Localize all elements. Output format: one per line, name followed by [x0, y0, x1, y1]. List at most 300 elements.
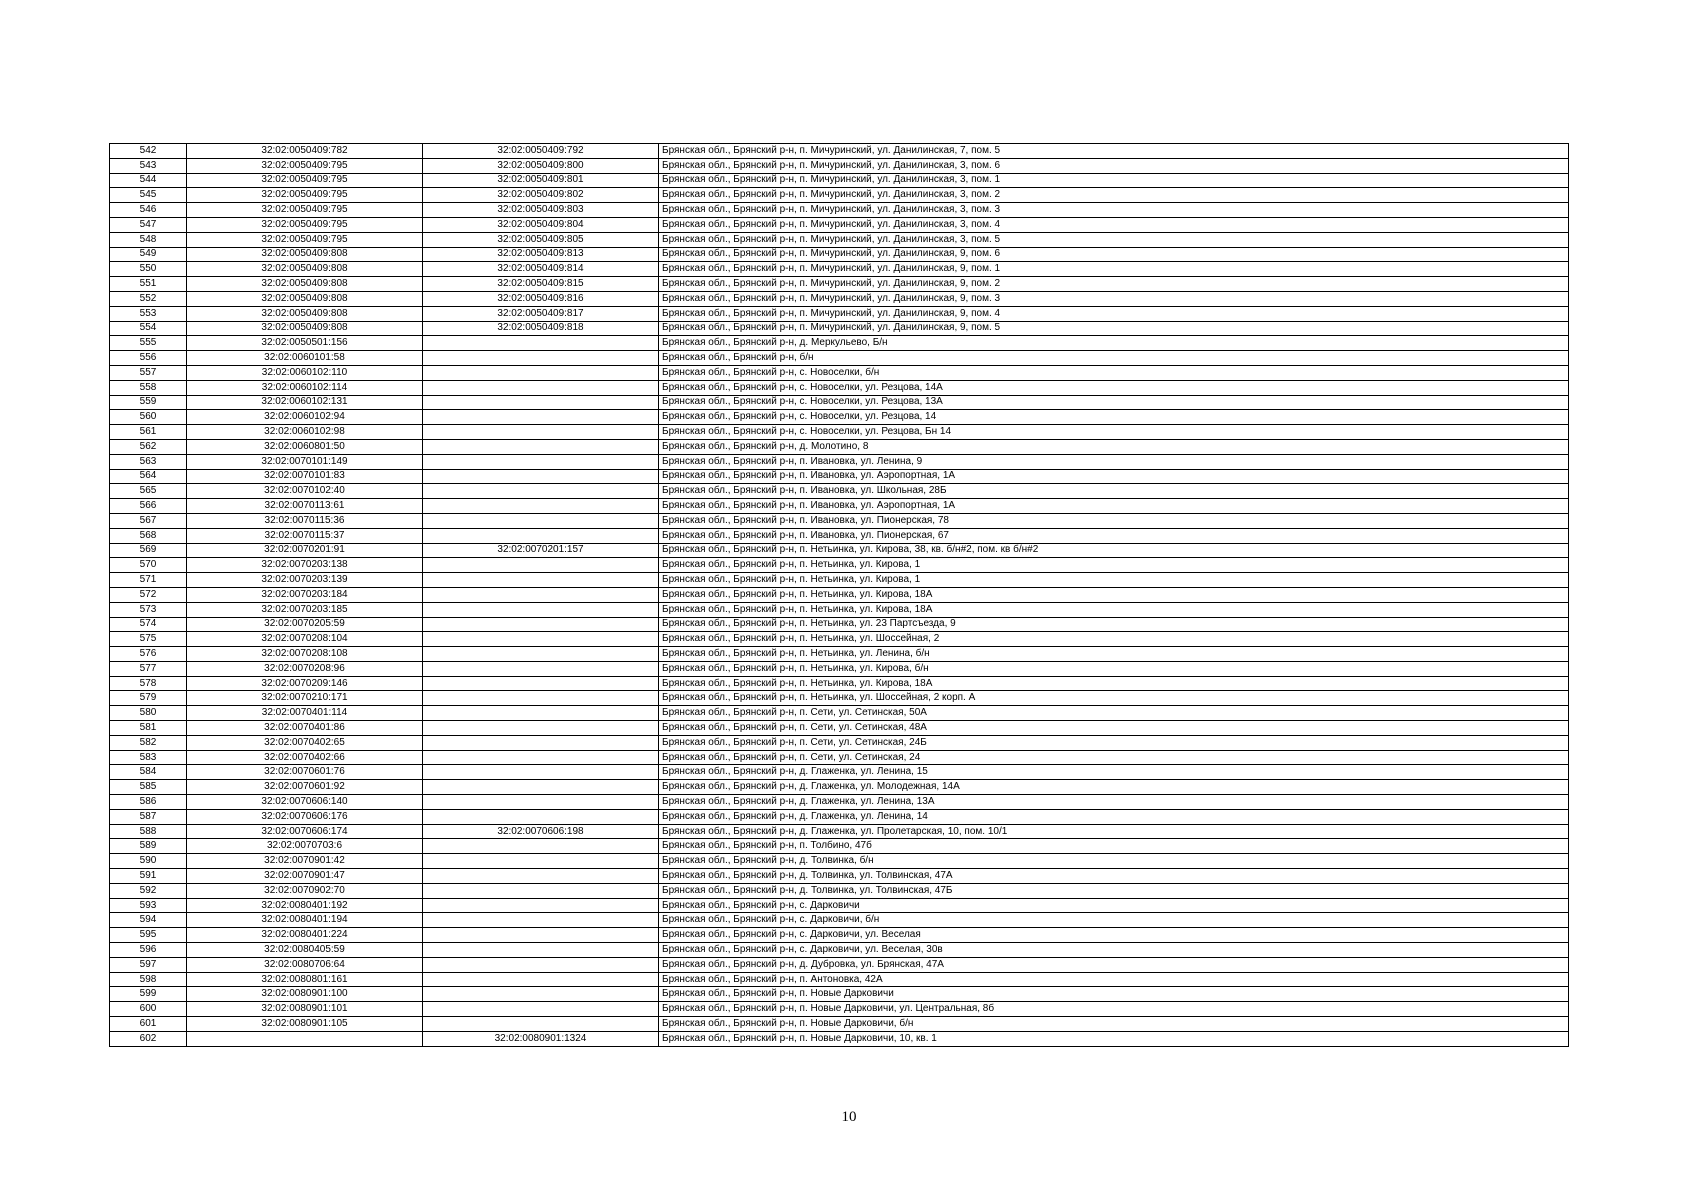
object-number-cell: [423, 854, 659, 869]
table-row: [110, 188, 1569, 203]
parcel-number-cell: 32:02:0070205:59: [187, 617, 423, 632]
table-row: [110, 499, 1569, 514]
parcel-number-cell: 32:02:0060101:58: [187, 351, 423, 366]
row-number-cell: 563: [110, 454, 187, 469]
object-number-cell: [423, 928, 659, 943]
table-row: [110, 380, 1569, 395]
object-number-cell: 32:02:0070201:157: [423, 543, 659, 558]
table-row: [110, 780, 1569, 795]
parcel-number-cell: 32:02:0050409:795: [187, 158, 423, 173]
row-number-cell: 554: [110, 321, 187, 336]
table-row: [110, 765, 1569, 780]
table-row: [110, 277, 1569, 292]
row-number-cell: 548: [110, 232, 187, 247]
row-number-cell: 556: [110, 351, 187, 366]
address-cell: Брянская обл., Брянский р-н, д. Глаженка, ул. Молодежная, 14А: [659, 780, 1569, 795]
table-row: [110, 528, 1569, 543]
table-row: [110, 543, 1569, 558]
parcel-number-cell: 32:02:0080401:194: [187, 913, 423, 928]
row-number-cell: 575: [110, 632, 187, 647]
object-number-cell: 32:02:0080901:1324: [423, 1031, 659, 1046]
parcel-number-cell: 32:02:0080901:101: [187, 1002, 423, 1017]
address-cell: Брянская обл., Брянский р-н, с. Дарковичи, ул. Веселая: [659, 928, 1569, 943]
parcel-number-cell: 32:02:0070606:176: [187, 809, 423, 824]
row-number-cell: 565: [110, 484, 187, 499]
parcel-number-cell: 32:02:0070606:140: [187, 795, 423, 810]
object-number-cell: 32:02:0050409:801: [423, 173, 659, 188]
address-cell: Брянская обл., Брянский р-н, с. Дарковичи: [659, 898, 1569, 913]
address-cell: Брянская обл., Брянский р-н, п. Ивановка, ул. Ленина, 9: [659, 454, 1569, 469]
parcel-number-cell: 32:02:0070210:171: [187, 691, 423, 706]
object-number-cell: [423, 898, 659, 913]
object-number-cell: [423, 661, 659, 676]
table-row: [110, 513, 1569, 528]
table-row: [110, 735, 1569, 750]
row-number-cell: 581: [110, 721, 187, 736]
address-cell: Брянская обл., Брянский р-н, с. Дарковичи, б/н: [659, 913, 1569, 928]
address-cell: Брянская обл., Брянский р-н, д. Толвинка, ул. Толвинская, 47А: [659, 869, 1569, 884]
table-row: [110, 721, 1569, 736]
row-number-cell: 545: [110, 188, 187, 203]
table-row: [110, 647, 1569, 662]
object-number-cell: [423, 632, 659, 647]
table-row: [110, 972, 1569, 987]
address-cell: Брянская обл., Брянский р-н, п. Нетьинка, ул. Кирова, 1: [659, 573, 1569, 588]
parcel-number-cell: 32:02:0070208:96: [187, 661, 423, 676]
row-number-cell: 543: [110, 158, 187, 173]
row-number-cell: 595: [110, 928, 187, 943]
parcel-number-cell: 32:02:0050409:782: [187, 144, 423, 159]
table-row: [110, 913, 1569, 928]
row-number-cell: 549: [110, 247, 187, 262]
table-row: [110, 573, 1569, 588]
address-cell: Брянская обл., Брянский р-н, п. Ивановка, ул. Пионерская, 67: [659, 528, 1569, 543]
row-number-cell: 551: [110, 277, 187, 292]
object-number-cell: [423, 987, 659, 1002]
object-number-cell: 32:02:0050409:813: [423, 247, 659, 262]
table-row: [110, 336, 1569, 351]
address-cell: Брянская обл., Брянский р-н, п. Мичуринский, ул. Данилинская, 3, пом. 3: [659, 203, 1569, 218]
table-row: [110, 957, 1569, 972]
address-cell: Брянская обл., Брянский р-н, с. Новоселки, ул. Резцова, 14: [659, 410, 1569, 425]
object-number-cell: [423, 721, 659, 736]
table-row: [110, 943, 1569, 958]
address-cell: Брянская обл., Брянский р-н, д. Толвинка, ул. Толвинская, 47Б: [659, 883, 1569, 898]
object-number-cell: [423, 365, 659, 380]
row-number-cell: 598: [110, 972, 187, 987]
address-cell: Брянская обл., Брянский р-н, д. Толвинка, б/н: [659, 854, 1569, 869]
table-row: [110, 217, 1569, 232]
object-number-cell: [423, 706, 659, 721]
table-row: [110, 809, 1569, 824]
table-row: [110, 1017, 1569, 1032]
table-row: [110, 869, 1569, 884]
object-number-cell: 32:02:0050409:803: [423, 203, 659, 218]
row-number-cell: 602: [110, 1031, 187, 1046]
table-row: [110, 203, 1569, 218]
address-cell: Брянская обл., Брянский р-н, п. Мичуринский, ул. Данилинская, 3, пом. 5: [659, 232, 1569, 247]
parcel-number-cell: 32:02:0080801:161: [187, 972, 423, 987]
address-cell: Брянская обл., Брянский р-н, д. Меркульево, Б/н: [659, 336, 1569, 351]
table-row: [110, 484, 1569, 499]
table-row: [110, 247, 1569, 262]
table-row: [110, 1002, 1569, 1017]
parcel-number-cell: 32:02:0080401:224: [187, 928, 423, 943]
parcel-number-cell: 32:02:0070203:138: [187, 558, 423, 573]
parcel-number-cell: 32:02:0070101:83: [187, 469, 423, 484]
parcel-number-cell: 32:02:0060102:114: [187, 380, 423, 395]
object-number-cell: [423, 943, 659, 958]
table-row: [110, 898, 1569, 913]
parcel-number-cell: 32:02:0060102:98: [187, 425, 423, 440]
row-number-cell: 569: [110, 543, 187, 558]
row-number-cell: 574: [110, 617, 187, 632]
object-number-cell: [423, 395, 659, 410]
parcel-number-cell: 32:02:0070113:61: [187, 499, 423, 514]
address-cell: Брянская обл., Брянский р-н, п. Мичуринский, ул. Данилинская, 3, пом. 2: [659, 188, 1569, 203]
row-number-cell: 573: [110, 602, 187, 617]
object-number-cell: [423, 1017, 659, 1032]
address-cell: Брянская обл., Брянский р-н, п. Нетьинка, ул. Шоссейная, 2: [659, 632, 1569, 647]
parcel-number-cell: 32:02:0070203:184: [187, 587, 423, 602]
object-number-cell: [423, 795, 659, 810]
parcel-number-cell: 32:02:0070201:91: [187, 543, 423, 558]
object-number-cell: 32:02:0050409:814: [423, 262, 659, 277]
row-number-cell: 579: [110, 691, 187, 706]
row-number-cell: 583: [110, 750, 187, 765]
parcel-number-cell: 32:02:0070208:108: [187, 647, 423, 662]
object-number-cell: [423, 735, 659, 750]
object-number-cell: [423, 765, 659, 780]
row-number-cell: 596: [110, 943, 187, 958]
address-cell: Брянская обл., Брянский р-н, д. Глаженка, ул. Ленина, 15: [659, 765, 1569, 780]
address-cell: Брянская обл., Брянский р-н, п. Новые Дарковичи, ул. Центральная, 8б: [659, 1002, 1569, 1017]
object-number-cell: 32:02:0050409:816: [423, 291, 659, 306]
page-number: 10: [841, 1109, 857, 1125]
parcel-number-cell: 32:02:0060102:110: [187, 365, 423, 380]
address-cell: Брянская обл., Брянский р-н, п. Ивановка, ул. Пионерская, 78: [659, 513, 1569, 528]
address-cell: Брянская обл., Брянский р-н, п. Новые Дарковичи, 10, кв. 1: [659, 1031, 1569, 1046]
parcel-number-cell: 32:02:0070402:65: [187, 735, 423, 750]
row-number-cell: 555: [110, 336, 187, 351]
address-cell: Брянская обл., Брянский р-н, п. Нетьинка, ул. Кирова, 1: [659, 558, 1569, 573]
row-number-cell: 601: [110, 1017, 187, 1032]
table-row: [110, 928, 1569, 943]
row-number-cell: 588: [110, 824, 187, 839]
table-row: [110, 306, 1569, 321]
address-cell: Брянская обл., Брянский р-н, п. Сети, ул. Сетинская, 50А: [659, 706, 1569, 721]
table-row: [110, 1031, 1569, 1046]
row-number-cell: 582: [110, 735, 187, 750]
address-cell: Брянская обл., Брянский р-н, п. Толбино, 47б: [659, 839, 1569, 854]
table-row: [110, 883, 1569, 898]
row-number-cell: 593: [110, 898, 187, 913]
address-cell: Брянская обл., Брянский р-н, с. Новоселки, б/н: [659, 365, 1569, 380]
object-number-cell: 32:02:0050409:800: [423, 158, 659, 173]
address-cell: Брянская обл., Брянский р-н, д. Глаженка, ул. Пролетарская, 10, пом. 10/1: [659, 824, 1569, 839]
object-number-cell: [423, 883, 659, 898]
object-number-cell: [423, 484, 659, 499]
parcel-number-cell: 32:02:0080706:64: [187, 957, 423, 972]
row-number-cell: 561: [110, 425, 187, 440]
row-number-cell: 571: [110, 573, 187, 588]
address-cell: Брянская обл., Брянский р-н, п. Нетьинка, ул. Кирова, 18А: [659, 602, 1569, 617]
parcel-number-cell: 32:02:0070601:92: [187, 780, 423, 795]
table-row: [110, 425, 1569, 440]
address-cell: Брянская обл., Брянский р-н, п. Ивановка, ул. Школьная, 28Б: [659, 484, 1569, 499]
address-cell: Брянская обл., Брянский р-н, д. Глаженка, ул. Ленина, 13А: [659, 795, 1569, 810]
registry-table-body: [110, 144, 1569, 1047]
table-row: [110, 617, 1569, 632]
object-number-cell: [423, 351, 659, 366]
parcel-number-cell: 32:02:0050409:808: [187, 247, 423, 262]
table-row: [110, 602, 1569, 617]
table-row: [110, 661, 1569, 676]
address-cell: Брянская обл., Брянский р-н, п. Новые Дарковичи: [659, 987, 1569, 1002]
parcel-number-cell: 32:02:0080401:192: [187, 898, 423, 913]
table-row: [110, 676, 1569, 691]
row-number-cell: 542: [110, 144, 187, 159]
address-cell: Брянская обл., Брянский р-н, п. Нетьинка, ул. Кирова, 18А: [659, 676, 1569, 691]
table-row: [110, 454, 1569, 469]
row-number-cell: 592: [110, 883, 187, 898]
object-number-cell: [423, 780, 659, 795]
table-row: [110, 262, 1569, 277]
address-cell: Брянская обл., Брянский р-н, п. Мичуринский, ул. Данилинская, 7, пом. 5: [659, 144, 1569, 159]
object-number-cell: [423, 587, 659, 602]
table-row: [110, 691, 1569, 706]
object-number-cell: 32:02:0050409:802: [423, 188, 659, 203]
parcel-number-cell: 32:02:0070102:40: [187, 484, 423, 499]
row-number-cell: 594: [110, 913, 187, 928]
address-cell: Брянская обл., Брянский р-н, п. Сети, ул. Сетинская, 24: [659, 750, 1569, 765]
table-row: [110, 706, 1569, 721]
object-number-cell: 32:02:0070606:198: [423, 824, 659, 839]
address-cell: Брянская обл., Брянский р-н, п. Нетьинка, ул. Кирова, 38, кв. б/н#2, пом. кв б/н#2: [659, 543, 1569, 558]
row-number-cell: 568: [110, 528, 187, 543]
registry-table: [109, 143, 1569, 1047]
table-row: [110, 351, 1569, 366]
parcel-number-cell: 32:02:0070401:114: [187, 706, 423, 721]
row-number-cell: 572: [110, 587, 187, 602]
table-row: [110, 232, 1569, 247]
object-number-cell: [423, 691, 659, 706]
parcel-number-cell: 32:02:0070208:104: [187, 632, 423, 647]
parcel-number-cell: 32:02:0050501:156: [187, 336, 423, 351]
address-cell: Брянская обл., Брянский р-н, п. Мичуринский, ул. Данилинская, 9, пом. 5: [659, 321, 1569, 336]
table-row: [110, 854, 1569, 869]
address-cell: Брянская обл., Брянский р-н, д. Глаженка, ул. Ленина, 14: [659, 809, 1569, 824]
table-row: [110, 173, 1569, 188]
object-number-cell: [423, 957, 659, 972]
address-cell: Брянская обл., Брянский р-н, п. Сети, ул. Сетинская, 24Б: [659, 735, 1569, 750]
row-number-cell: 562: [110, 439, 187, 454]
table-row: [110, 587, 1569, 602]
address-cell: Брянская обл., Брянский р-н, п. Новые Дарковичи, б/н: [659, 1017, 1569, 1032]
table-row: [110, 469, 1569, 484]
parcel-number-cell: 32:02:0060102:131: [187, 395, 423, 410]
object-number-cell: 32:02:0050409:804: [423, 217, 659, 232]
parcel-number-cell: 32:02:0050409:795: [187, 173, 423, 188]
address-cell: Брянская обл., Брянский р-н, п. Нетьинка, ул. Шоссейная, 2 корп. А: [659, 691, 1569, 706]
table-row: [110, 395, 1569, 410]
parcel-number-cell: 32:02:0070203:139: [187, 573, 423, 588]
row-number-cell: 566: [110, 499, 187, 514]
parcel-number-cell: 32:02:0050409:795: [187, 188, 423, 203]
object-number-cell: [423, 1002, 659, 1017]
address-cell: Брянская обл., Брянский р-н, п. Сети, ул. Сетинская, 48А: [659, 721, 1569, 736]
parcel-number-cell: 32:02:0070115:37: [187, 528, 423, 543]
address-cell: Брянская обл., Брянский р-н, п. Ивановка, ул. Аэропортная, 1А: [659, 499, 1569, 514]
address-cell: Брянская обл., Брянский р-н, д. Молотино, 8: [659, 439, 1569, 454]
row-number-cell: 577: [110, 661, 187, 676]
table-row: [110, 839, 1569, 854]
parcel-number-cell: 32:02:0070115:36: [187, 513, 423, 528]
parcel-number-cell: 32:02:0070402:66: [187, 750, 423, 765]
row-number-cell: 560: [110, 410, 187, 425]
address-cell: Брянская обл., Брянский р-н, п. Антоновка, 42А: [659, 972, 1569, 987]
row-number-cell: 576: [110, 647, 187, 662]
object-number-cell: [423, 513, 659, 528]
parcel-number-cell: 32:02:0070101:149: [187, 454, 423, 469]
address-cell: Брянская обл., Брянский р-н, д. Дубровка, ул. Брянская, 47А: [659, 957, 1569, 972]
parcel-number-cell: 32:02:0080405:59: [187, 943, 423, 958]
row-number-cell: 550: [110, 262, 187, 277]
address-cell: Брянская обл., Брянский р-н, п. Мичуринский, ул. Данилинская, 3, пом. 4: [659, 217, 1569, 232]
row-number-cell: 567: [110, 513, 187, 528]
address-cell: Брянская обл., Брянский р-н, с. Дарковичи, ул. Веселая, 30в: [659, 943, 1569, 958]
parcel-number-cell: 32:02:0050409:808: [187, 277, 423, 292]
object-number-cell: [423, 573, 659, 588]
parcel-number-cell: 32:02:0080901:100: [187, 987, 423, 1002]
row-number-cell: 585: [110, 780, 187, 795]
row-number-cell: 600: [110, 1002, 187, 1017]
parcel-number-cell: 32:02:0060102:94: [187, 410, 423, 425]
object-number-cell: [423, 425, 659, 440]
address-cell: Брянская обл., Брянский р-н, п. Мичуринский, ул. Данилинская, 9, пом. 1: [659, 262, 1569, 277]
object-number-cell: [423, 528, 659, 543]
object-number-cell: [423, 410, 659, 425]
parcel-number-cell: 32:02:0070203:185: [187, 602, 423, 617]
row-number-cell: 589: [110, 839, 187, 854]
table-row: [110, 439, 1569, 454]
address-cell: Брянская обл., Брянский р-н, п. Нетьинка, ул. 23 Партсъезда, 9: [659, 617, 1569, 632]
parcel-number-cell: 32:02:0070401:86: [187, 721, 423, 736]
parcel-number-cell: 32:02:0070703:6: [187, 839, 423, 854]
row-number-cell: 553: [110, 306, 187, 321]
object-number-cell: [423, 558, 659, 573]
object-number-cell: 32:02:0050409:815: [423, 277, 659, 292]
object-number-cell: [423, 439, 659, 454]
parcel-number-cell: 32:02:0070606:174: [187, 824, 423, 839]
object-number-cell: [423, 647, 659, 662]
row-number-cell: 584: [110, 765, 187, 780]
object-number-cell: [423, 469, 659, 484]
row-number-cell: 578: [110, 676, 187, 691]
address-cell: Брянская обл., Брянский р-н, с. Новоселки, ул. Резцова, 14А: [659, 380, 1569, 395]
address-cell: Брянская обл., Брянский р-н, п. Мичуринский, ул. Данилинская, 9, пом. 4: [659, 306, 1569, 321]
row-number-cell: 558: [110, 380, 187, 395]
object-number-cell: [423, 839, 659, 854]
table-row: [110, 365, 1569, 380]
address-cell: Брянская обл., Брянский р-н, п. Мичуринский, ул. Данилинская, 3, пом. 6: [659, 158, 1569, 173]
object-number-cell: [423, 750, 659, 765]
row-number-cell: 599: [110, 987, 187, 1002]
table-row: [110, 632, 1569, 647]
table-row: [110, 321, 1569, 336]
parcel-number-cell: 32:02:0050409:808: [187, 262, 423, 277]
parcel-number-cell: 32:02:0050409:808: [187, 321, 423, 336]
row-number-cell: 559: [110, 395, 187, 410]
table-row: [110, 824, 1569, 839]
object-number-cell: [423, 617, 659, 632]
row-number-cell: 590: [110, 854, 187, 869]
row-number-cell: 597: [110, 957, 187, 972]
object-number-cell: [423, 454, 659, 469]
parcel-number-cell: 32:02:0050409:808: [187, 306, 423, 321]
object-number-cell: 32:02:0050409:805: [423, 232, 659, 247]
object-number-cell: [423, 972, 659, 987]
parcel-number-cell: 32:02:0070209:146: [187, 676, 423, 691]
address-cell: Брянская обл., Брянский р-н, п. Нетьинка, ул. Ленина, б/н: [659, 647, 1569, 662]
address-cell: Брянская обл., Брянский р-н, с. Новоселки, ул. Резцова, Бн 14: [659, 425, 1569, 440]
row-number-cell: 547: [110, 217, 187, 232]
table-row: [110, 750, 1569, 765]
object-number-cell: 32:02:0050409:817: [423, 306, 659, 321]
address-cell: Брянская обл., Брянский р-н, п. Мичуринский, ул. Данилинская, 9, пом. 3: [659, 291, 1569, 306]
parcel-number-cell: 32:02:0060801:50: [187, 439, 423, 454]
address-cell: Брянская обл., Брянский р-н, п. Мичуринский, ул. Данилинская, 9, пом. 6: [659, 247, 1569, 262]
parcel-number-cell: 32:02:0050409:795: [187, 203, 423, 218]
address-cell: Брянская обл., Брянский р-н, б/н: [659, 351, 1569, 366]
address-cell: Брянская обл., Брянский р-н, п. Нетьинка, ул. Кирова, 18А: [659, 587, 1569, 602]
parcel-number-cell: 32:02:0050409:808: [187, 291, 423, 306]
row-number-cell: 587: [110, 809, 187, 824]
table-row: [110, 144, 1569, 159]
table-row: [110, 558, 1569, 573]
table-row: [110, 158, 1569, 173]
object-number-cell: [423, 499, 659, 514]
row-number-cell: 564: [110, 469, 187, 484]
parcel-number-cell: 32:02:0070901:42: [187, 854, 423, 869]
parcel-number-cell: 32:02:0070901:47: [187, 869, 423, 884]
object-number-cell: [423, 913, 659, 928]
address-cell: Брянская обл., Брянский р-н, с. Новоселки, ул. Резцова, 13А: [659, 395, 1569, 410]
parcel-number-cell: 32:02:0080901:105: [187, 1017, 423, 1032]
address-cell: Брянская обл., Брянский р-н, п. Мичуринский, ул. Данилинская, 9, пом. 2: [659, 277, 1569, 292]
row-number-cell: 586: [110, 795, 187, 810]
parcel-number-cell: 32:02:0070902:70: [187, 883, 423, 898]
parcel-number-cell: 32:02:0070601:76: [187, 765, 423, 780]
table-row: [110, 410, 1569, 425]
address-cell: Брянская обл., Брянский р-н, п. Ивановка, ул. Аэропортная, 1А: [659, 469, 1569, 484]
row-number-cell: 552: [110, 291, 187, 306]
object-number-cell: [423, 602, 659, 617]
table-row: [110, 291, 1569, 306]
row-number-cell: 591: [110, 869, 187, 884]
table-row: [110, 795, 1569, 810]
row-number-cell: 570: [110, 558, 187, 573]
row-number-cell: 580: [110, 706, 187, 721]
parcel-number-cell: 32:02:0050409:795: [187, 217, 423, 232]
table-row: [110, 987, 1569, 1002]
object-number-cell: 32:02:0050409:792: [423, 144, 659, 159]
object-number-cell: [423, 869, 659, 884]
object-number-cell: [423, 380, 659, 395]
parcel-number-cell: [187, 1031, 423, 1046]
row-number-cell: 557: [110, 365, 187, 380]
row-number-cell: 544: [110, 173, 187, 188]
